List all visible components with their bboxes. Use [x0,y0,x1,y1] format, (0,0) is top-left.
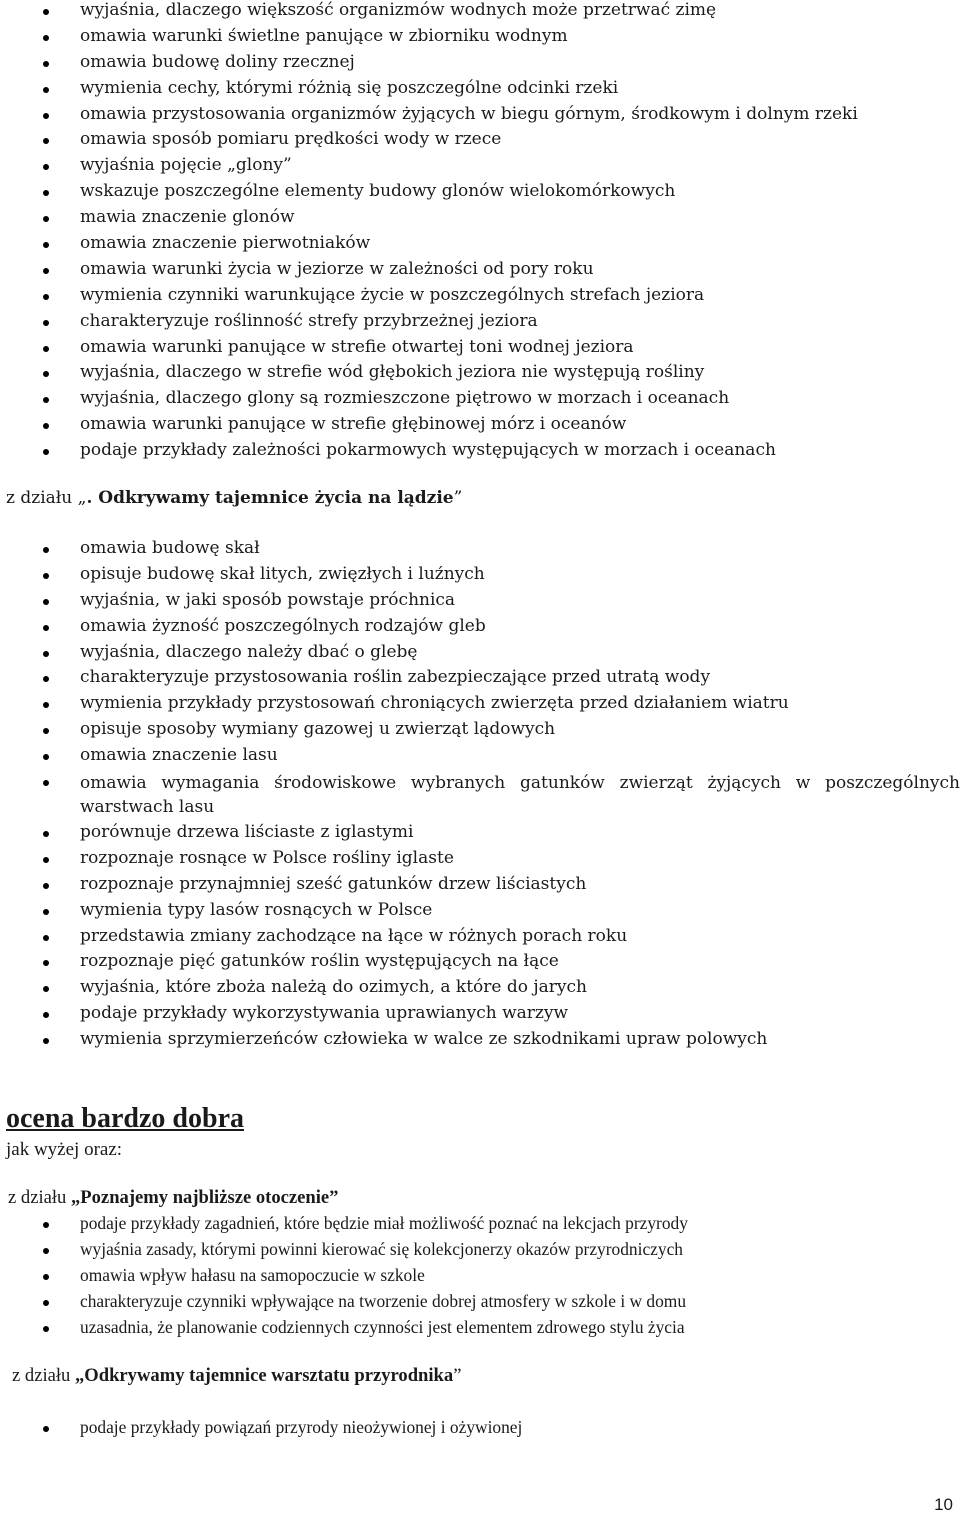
bullet-icon [43,397,49,403]
list-item-text: wyjaśnia, które zboża należą do ozimych, a które do jarych [80,977,587,998]
list-item [0,1213,960,1239]
list-item [0,104,960,130]
bullet-icon [43,320,49,326]
list-item-text: omawia żyzność poszczególnych rodzajów gleb [80,615,486,636]
list-item-text: wyjaśnia, dlaczego należy dbać o glebę [80,641,418,662]
bullet-icon [43,625,49,631]
bullet-icon [43,857,49,863]
bullet-icon [43,138,49,144]
list-item [0,719,960,745]
list-item [0,388,960,414]
list-item-text: omawia warunki panujące w strefie głębinowej mórz i oceanów [80,414,627,435]
list-item [0,926,960,952]
list-item-text: omawia wpływ hałasu na samopoczucie w szkole [80,1265,425,1285]
list-item [0,977,960,1003]
grade-title: ocena bardzo dobra [6,1103,244,1134]
list-item-text: omawia budowę skał [80,538,260,558]
list-item [0,1265,960,1291]
bullet-icon [43,449,49,455]
list-item [0,207,960,233]
list-item-text: wyjaśnia pojęcie „glony” [80,155,292,176]
list-item [0,26,960,52]
list-item [0,616,960,642]
bullet-icon [43,986,49,992]
list-item [0,1291,960,1317]
list-item [0,900,960,926]
list-item [0,1239,960,1265]
list-item-text: wymienia sprzymierzeńców człowieka w walce ze szkodnikami upraw polowych [80,1029,768,1050]
grade-subtitle: jak wyżej oraz: [6,1139,123,1160]
bullet-icon [43,702,49,708]
section4-list [0,1417,960,1443]
bullet-icon [43,728,49,734]
bullet-icon [43,346,49,352]
list-item-text: charakteryzuje przystosowania roślin zabezpieczające przed utratą wody [80,667,711,688]
list-item [0,745,960,771]
list-item-text: wyjaśnia, w jaki sposób powstaje próchnica [80,589,456,610]
bullet-icon [43,164,49,170]
list-item-text: omawia znaczenie pierwotniaków [80,233,371,254]
list-item [0,771,960,822]
list-item [0,285,960,311]
bullet-icon [43,1326,49,1332]
bullet-icon [43,1274,49,1280]
list-item-text: wymienia przykłady przystosowań chroniących zwierzęta przed działaniem wiatru [80,693,789,714]
bullet-icon [43,61,49,67]
list-item-text: wyjaśnia, dlaczego w strefie wód głębokich jeziora nie występują rośliny [80,362,705,383]
list-item [0,642,960,668]
list-item [0,1003,960,1029]
list-item-text: wyjaśnia, dlaczego większość organizmów wodnych może przetrwać zimę [80,0,717,20]
list-item [0,440,960,466]
list-item-text: charakteryzuje czynniki wpływające na tworzenie dobrej atmosfery w szkole i w domu [80,1291,687,1311]
bullet-icon [43,935,49,941]
section1-list [0,0,960,466]
list-item-text: omawia wymagania środowiskowe wybranych gatunków zwierząt żyjących w poszczególnych warstwach lasu [80,773,960,818]
bullet-icon [43,190,49,196]
list-item-text: wymienia typy lasów rosnących w Polsce [80,899,433,920]
bullet-icon [43,780,49,786]
bullet-icon [43,1038,49,1044]
bullet-icon [43,371,49,377]
list-item-text: rozpoznaje przynajmniej sześć gatunków drzew liściastych [80,873,587,894]
bullet-icon [43,909,49,915]
section2-heading: z działu „. Odkrywamy tajemnice życia na lądzie” [6,488,463,508]
list-item-text: omawia sposób pomiaru prędkości wody w rzece [80,129,502,150]
bullet-icon [43,113,49,119]
list-item [0,693,960,719]
section3-heading: z działu „Poznajemy najbliższe otoczenie” [8,1187,339,1208]
list-item-text: omawia warunki świetlne panujące w zbiorniku wodnym [80,25,568,46]
bullet-icon [43,573,49,579]
list-item-text: wymienia czynniki warunkujące życie w poszczególnych strefach jeziora [80,284,705,305]
bullet-icon [43,754,49,760]
list-item-text: podaje przykłady powiązań przyrody nieożywionej i ożywionej [80,1417,523,1437]
bullet-icon [43,294,49,300]
list-item-text: omawia warunki panujące w strefie otwartej toni wodnej jeziora [80,336,634,357]
list-item [0,362,960,388]
section4-heading: z działu „Odkrywamy tajemnice warsztatu przyrodnika” [12,1365,462,1386]
list-item-text: rozpoznaje pięć gatunków roślin występujących na łące [80,951,559,972]
bullet-icon [43,1248,49,1254]
bullet-icon [43,242,49,248]
list-item [0,0,960,26]
bullet-icon [43,547,49,553]
list-item-text: przedstawia zmiany zachodzące na łące w różnych porach roku [80,925,628,946]
bullet-icon [43,1426,49,1432]
list-item [0,822,960,848]
list-item [0,155,960,181]
list-item [0,78,960,104]
list-item [0,181,960,207]
list-item-text: wymienia cechy, którymi różnią się poszczególne odcinki rzeki [80,77,619,98]
bullet-icon [43,87,49,93]
list-item [0,52,960,78]
list-item [0,414,960,440]
list-item [0,538,960,564]
bullet-icon [43,35,49,41]
list-item [0,233,960,259]
page-number: 10 [934,1495,953,1514]
list-item-text: omawia budowę doliny rzecznej [80,51,355,72]
list-item [0,874,960,900]
list-item-text: podaje przykłady wykorzystywania uprawianych warzyw [80,1003,568,1024]
list-item-text: porównuje drzewa liściaste z iglastymi [80,822,414,843]
bullet-icon [43,216,49,222]
section2-list [0,538,960,1055]
list-item-text: podaje przykłady zagadnień, które będzie miał możliwość poznać na lekcjach przyrody [80,1213,688,1233]
list-item [0,129,960,155]
bullet-icon [43,883,49,889]
list-item-text: omawia przystosowania organizmów żyjących w biegu górnym, środkowym i dolnym rzeki [80,103,858,124]
list-item-text: omawia znaczenie lasu [80,745,278,766]
list-item-text: opisuje sposoby wymiany gazowej u zwierząt lądowych [80,719,556,740]
list-item [0,1417,960,1443]
list-item-text: wyjaśnia zasady, którymi powinni kierować się kolekcjonerzy okazów przyrodniczych [80,1239,683,1259]
list-item-text: wyjaśnia, dlaczego glony są rozmieszczone piętrowo w morzach i oceanach [80,388,730,409]
list-item [0,590,960,616]
list-item [0,1029,960,1055]
bullet-icon [43,960,49,966]
bullet-icon [43,268,49,274]
list-item-text: podaje przykłady zależności pokarmowych występujących w morzach i oceanach [80,440,776,461]
bullet-icon [43,1300,49,1306]
list-item [0,564,960,590]
bullet-icon [43,676,49,682]
list-item-text: charakteryzuje roślinność strefy przybrzeżnej jeziora [80,310,538,331]
list-item-text: uzasadnia, że planowanie codziennych czynności jest elementem zdrowego stylu życia [80,1317,685,1337]
bullet-icon [43,423,49,429]
list-item [0,667,960,693]
list-item [0,259,960,285]
bullet-icon [43,599,49,605]
list-item [0,311,960,337]
list-item [0,337,960,363]
list-item-text: opisuje budowę skał litych, zwięzłych i luźnych [80,563,485,584]
bullet-icon [43,651,49,657]
list-item [0,1317,960,1343]
list-item-text: rozpoznaje rosnące w Polsce rośliny iglaste [80,847,454,868]
bullet-icon [43,9,49,15]
bullet-icon [43,831,49,837]
section3-list [0,1213,960,1343]
list-item-text: omawia warunki życia w jeziorze w zależności od pory roku [80,258,594,279]
list-item-text: wskazuje poszczególne elementy budowy glonów wielokomórkowych [80,181,676,202]
list-item-text: mawia znaczenie glonów [80,207,295,228]
list-item [0,951,960,977]
bullet-icon [43,1012,49,1018]
list-item [0,848,960,874]
bullet-icon [43,1222,49,1228]
